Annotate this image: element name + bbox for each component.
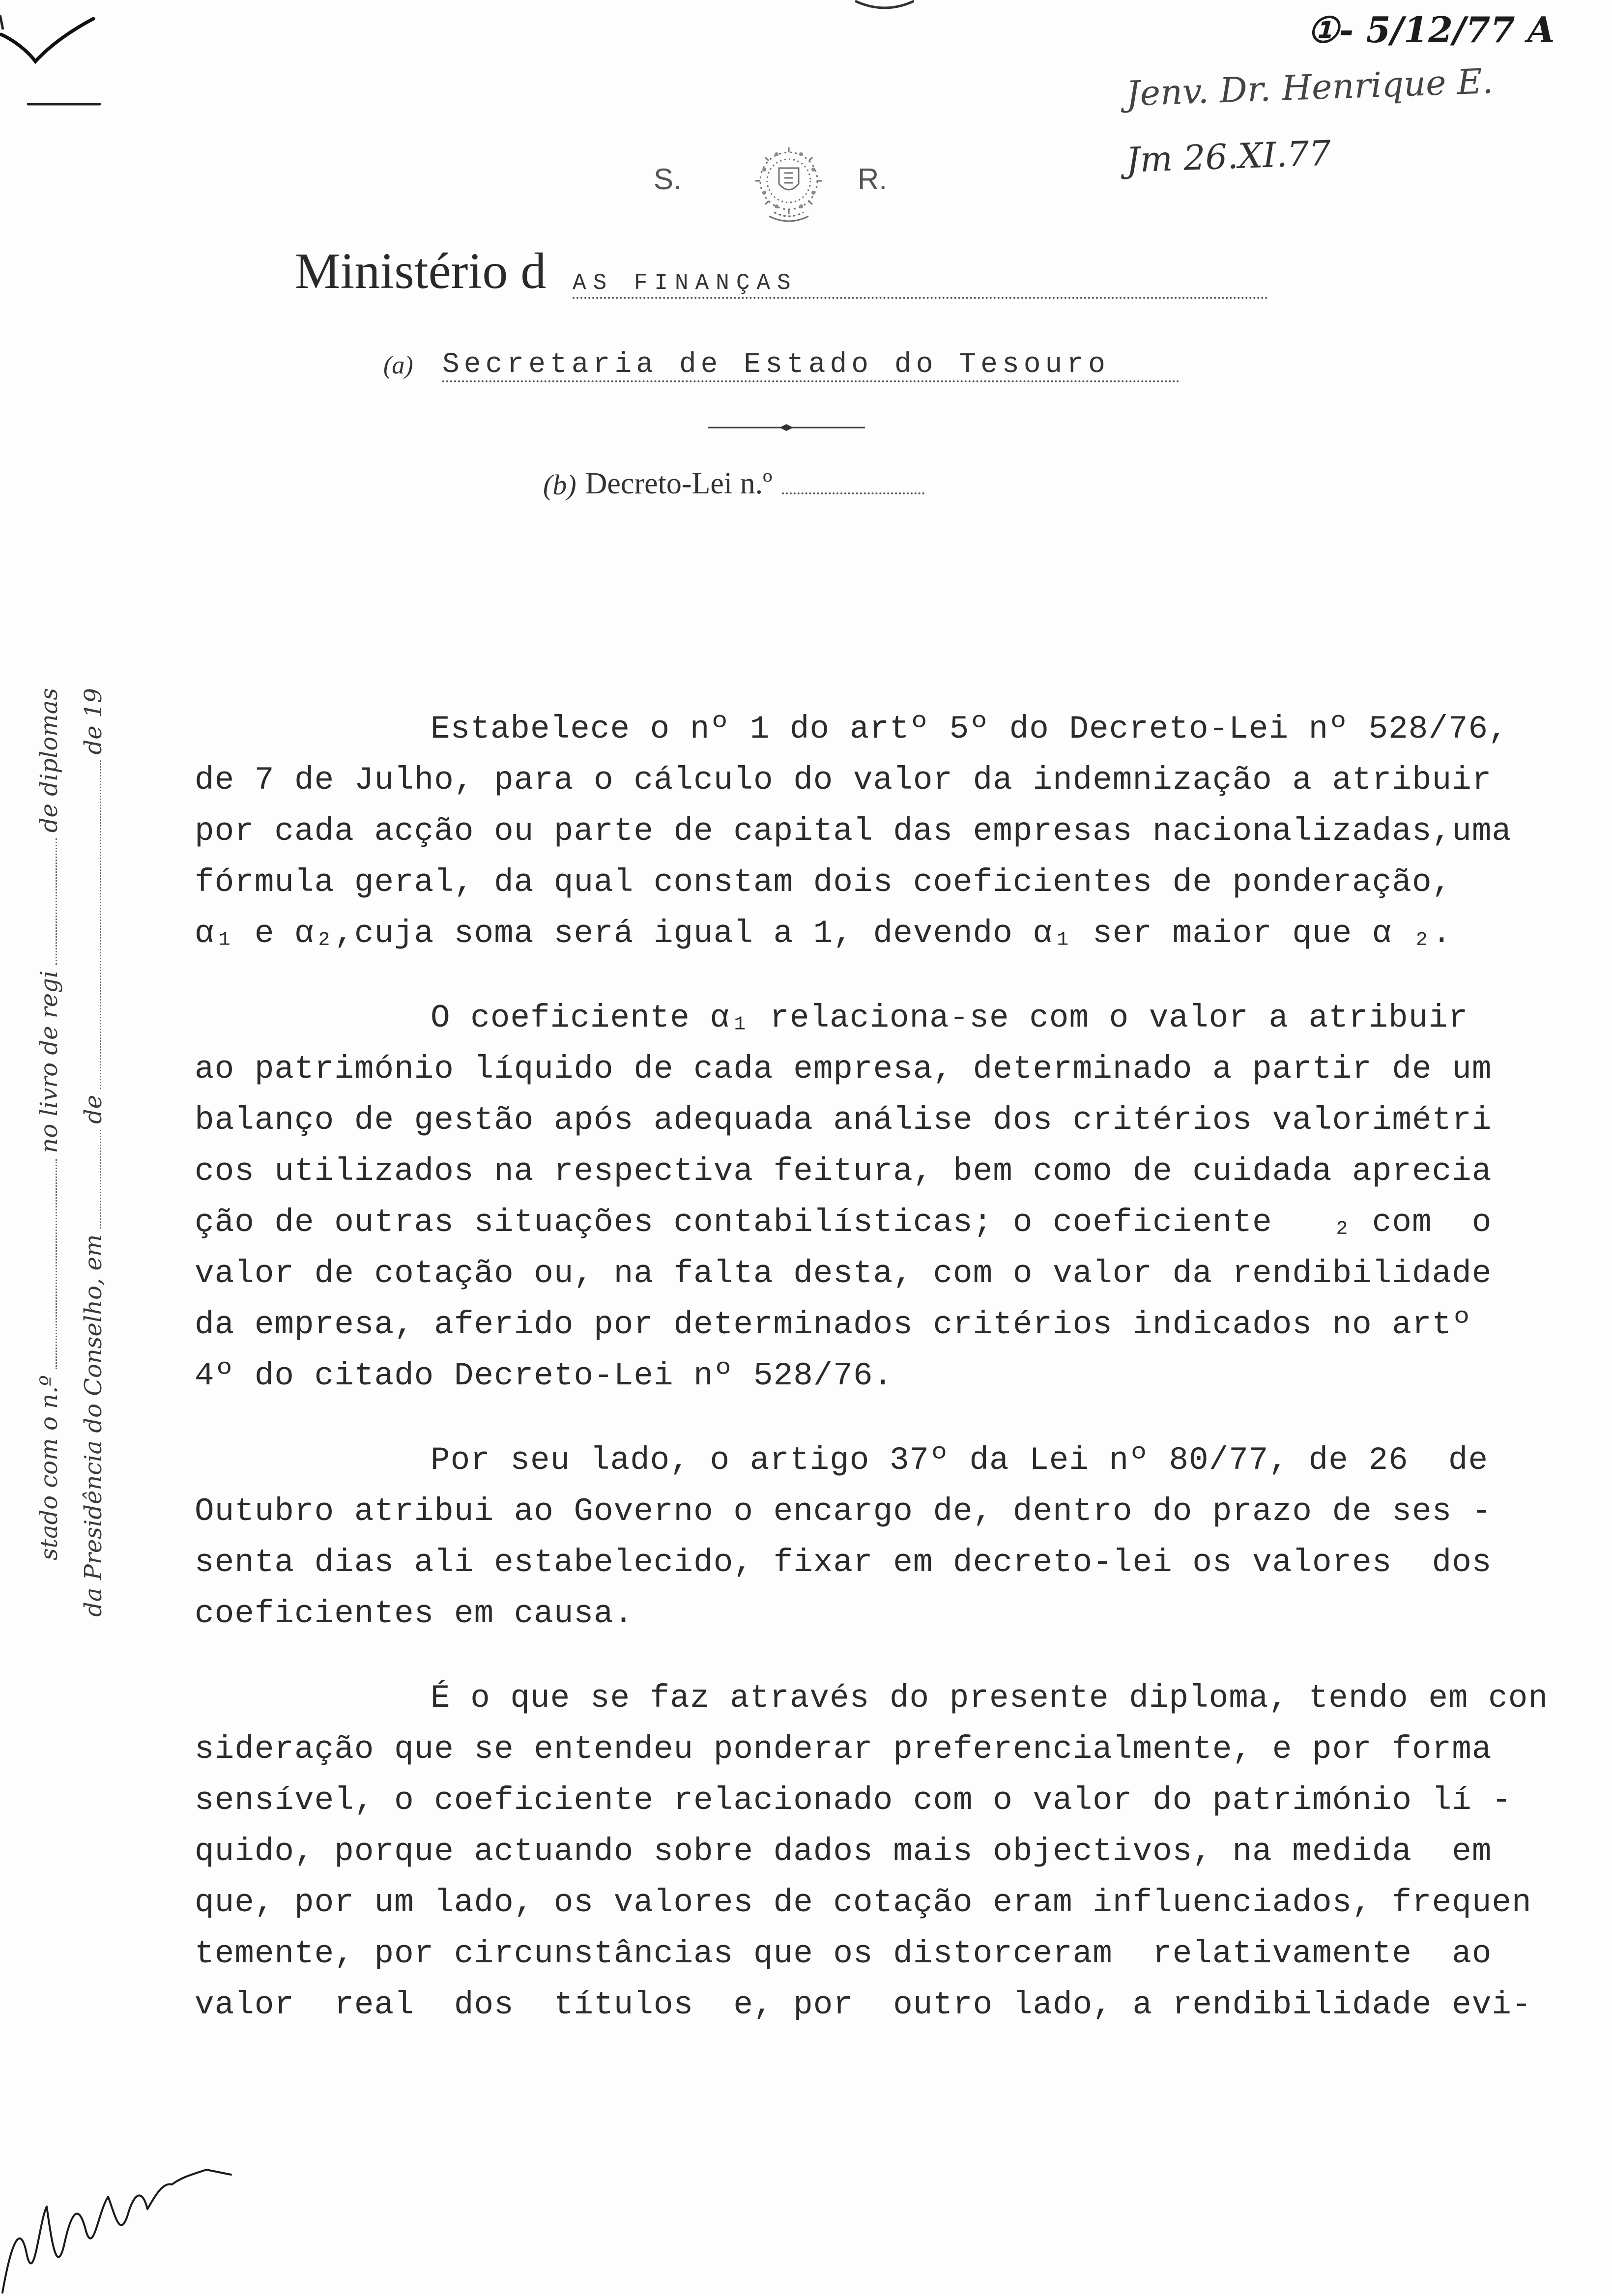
registry-text: de [80,1094,107,1124]
text-line: valor de cotação ou, na falta desta, com o valor da rendibilidade [195,1255,1492,1292]
handwritten-routing-note: Jenv. Dr. Henrique E. [1125,60,1494,114]
seal-letter-right: R. [858,163,887,196]
seal-letter-left: S. [654,163,682,196]
department-field [442,350,1180,382]
text-line: por cada acção ou parte de capital das empresas nacionalizadas,uma [195,813,1512,850]
text-line: Estabelece o nº 1 do artº 5º do Decreto-Lei nº 528/76, [431,711,1508,747]
text-line: de 7 de Julho, para o cálculo do valor da indemnização a atribuir [195,762,1492,799]
text-line: α₁ e α₂,cuja soma será igual a 1, devendo α₁ ser maior que α ₂. [195,915,1452,952]
paragraph [195,1435,1600,1639]
dotted-leader [56,838,57,965]
decree-label: Decreto-Lei n.º [585,467,773,500]
department-marker: (a) [383,351,413,379]
registry-text: no livro de regi [35,970,63,1153]
text-line: sideração que se entendeu ponderar preferencialmente, e por forma [195,1731,1492,1768]
dotted-leader [100,760,101,1089]
text-line: fórmula geral, da qual constam dois coeficientes de ponderação, [195,864,1452,901]
registry-text: stado com o n.º [35,1375,63,1560]
divider [708,420,865,435]
text-line: temente, por circunstâncias que os distorceram relativamente ao [195,1935,1492,1972]
republic-emblem-icon [737,143,840,231]
text-line: que, por um lado, os valores de cotação eram influenciados, frequen [195,1884,1532,1921]
paragraph [195,704,1600,959]
text-line: senta dias ali estabelecido, fixar em decreto-lei os valores dos [195,1544,1492,1581]
decree-marker: (b) [543,469,576,501]
page-mark [855,0,914,11]
text-line: ao património líquido de cada empresa, determinado a partir de um [195,1051,1492,1088]
dotted-leader [782,492,924,494]
registry-text: de 19 [80,688,107,755]
text-line: É o que se faz através do presente diploma, tendo em con [431,1680,1548,1717]
registry-margin-line-2 [74,688,108,1617]
registry-text: da Presidência do Conselho, em [80,1234,107,1617]
ministry-name-field [573,269,1268,299]
registry-margin-line-1 [29,688,64,1560]
text-line: coeficientes em causa. [195,1595,634,1632]
text-line: da empresa, aferido por determinados critérios indicados no artº [195,1306,1472,1343]
text-line: quido, porque actuando sobre dados mais objectivos, na medida em [195,1833,1492,1870]
handwritten-signature [0,2128,256,2296]
text-line: balanço de gestão após adequada análise dos critérios valorimétri [195,1102,1492,1139]
text-line: 4º do citado Decreto-Lei nº 528/76. [195,1357,893,1394]
text-line: O coeficiente α₁ relaciona-se com o valor a atribuir [431,1000,1468,1036]
decree-number-field [543,467,924,501]
text-line: sensível, o coeficiente relacionado com o valor do património lí - [195,1782,1512,1819]
handwritten-stroke [27,101,101,108]
text-line: cos utilizados na respectiva feitura, bem como de cuidada aprecia [195,1153,1492,1190]
dotted-leader [56,1159,57,1370]
ministry-heading: Ministério d [295,243,547,299]
handwritten-check-mark [0,15,98,79]
decree-preamble [195,704,1600,2031]
handwritten-reference: ①- 5/12/77 A [1307,9,1555,51]
text-line: ção de outras situações contabilísticas; o coeficiente ₂ com o [195,1204,1492,1241]
paragraph [195,1673,1600,2031]
paragraph [195,993,1600,1402]
text-line: Por seu lado, o artigo 37º da Lei nº 80/77, de 26 de [431,1442,1489,1479]
handwritten-date: Jm 26.XI.77 [1125,133,1332,180]
dotted-leader [100,1130,101,1229]
ministry-name: AS FINANÇAS [573,270,798,296]
text-line: Outubro atribui ao Governo o encargo de, dentro do prazo de ses - [195,1493,1492,1530]
department-name: Secretaria de Estado do Tesouro [442,349,1110,381]
text-line: valor real dos títulos e, por outro lado, a rendibilidade evi- [195,1986,1532,2023]
registry-text: de diplomas [35,688,63,833]
